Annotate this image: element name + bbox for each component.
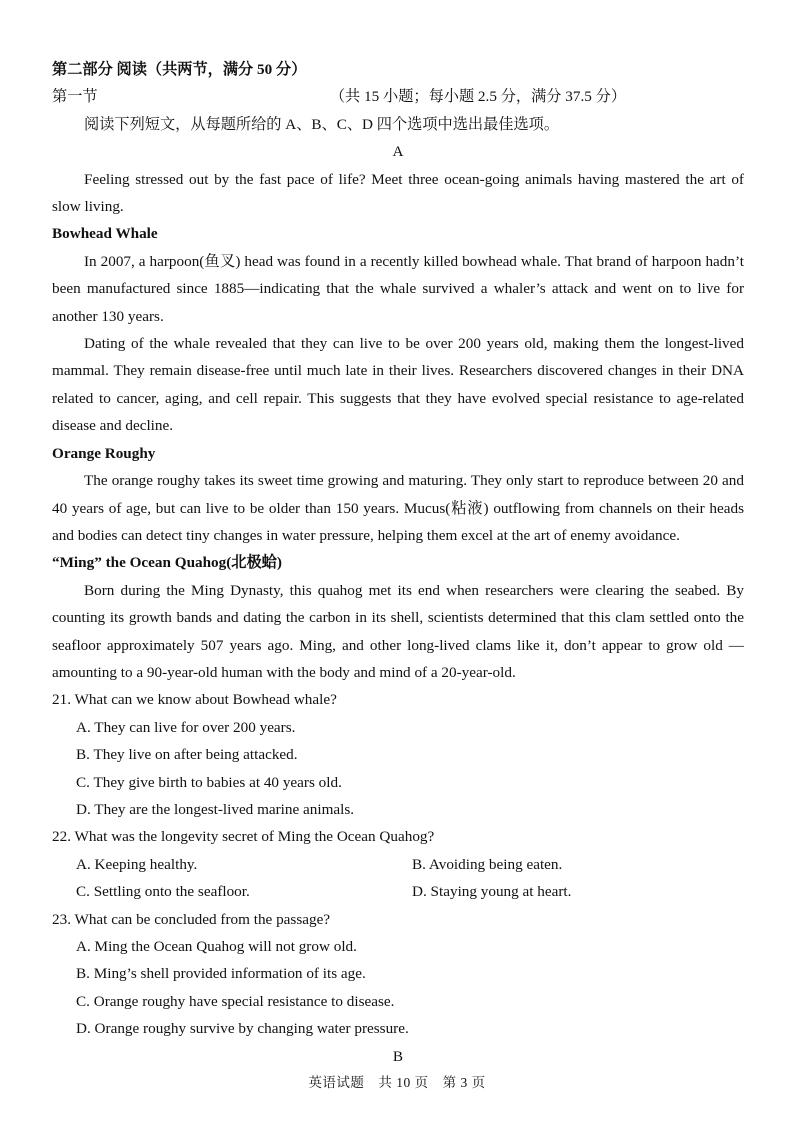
paragraph-bowhead-1: In 2007, a harpoon(鱼叉) head was found in a recently killed bowhead whale. That brand of harpoon hadn’t been manufactured since 1885—indicating that the whale survived a whaler’s attack and went on to live for another 130 years. [52, 252, 744, 325]
question-23-option-b: B. Ming’s shell provided information of its age. [76, 965, 366, 983]
exam-page [52, 56, 744, 1070]
passage-intro: Feeling stressed out by the fast pace of life? Meet three ocean-going animals having mastered the art of slow living. [52, 170, 744, 216]
question-22-option-a: A. Keeping healthy. [76, 855, 198, 873]
paragraph-bowhead-2: Dating of the whale revealed that they can live to be over 200 years old, making them the longest-lived mammal. They remain disease-free until much late in their lives. Researchers discovered changes in their DNA related to cancer, aging, and cell repair. This suggests that they have evolved special resistance to age-related disease and decline. [52, 335, 744, 435]
question-22-option-d: D. Staying young at heart. [412, 883, 572, 901]
question-21-option-d: D. They are the longest-lived marine animals. [76, 800, 355, 818]
question-23-option-d: D. Orange roughy survive by changing water pressure. [76, 1020, 409, 1038]
section-heading-bowhead: Bowhead Whale [52, 225, 158, 243]
section-heading-roughy: Orange Roughy [52, 444, 156, 462]
question-23-option-a: A. Ming the Ocean Quahog will not grow old. [76, 938, 357, 955]
page-footer: 英语试题 共 10 页 第 3 页 [308, 1075, 486, 1090]
question-21-option-a: A. They can live for over 200 years. [76, 718, 296, 736]
question-21-stem: 21. What can we know about Bowhead whale? [52, 691, 337, 709]
question-22-option-b: B. Avoiding being eaten. [412, 855, 563, 873]
passage-a-letter: A [392, 143, 404, 161]
instruction: 阅读下列短文，从每题所给的 A、B、C、D 四个选项中选出最佳选项。 [84, 115, 560, 133]
question-22-stem: 22. What was the longevity secret of Ming the Ocean Quahog? [52, 828, 435, 846]
passage-b-letter: B [392, 1047, 404, 1065]
section-heading-quahog: “Ming” the Ocean Quahog(北极蛤) [52, 554, 282, 572]
question-21-option-b: B. They live on after being attacked. [76, 746, 298, 764]
question-22-options-row-1 [52, 851, 744, 878]
paragraph-roughy-1: The orange roughy takes its sweet time growing and maturing. They only start to reproduce between 20 and 40 years of age, but can live to be older than 150 years. Mucus(粘液) outflowing from channels on their heads and bodies can detect tiny changes in water pressure, helping them excel at the art of enemy avoidance. [52, 472, 744, 544]
part-title: 第二部分 阅读（共两节，满分 50 分） [52, 61, 307, 78]
section-meta: （共 15 小题；每小题 2.5 分，满分 37.5 分） [329, 88, 626, 106]
paragraph-quahog-1: Born during the Ming Dynasty, this quahog met its end when researchers were clearing the seabed. By counting its growth bands and dating the carbon in its shell, scientists determined that this clam settled onto the seafloor approximately 507 years ago. Ming, and other long-lived clams like it, don’t appear to grow old —amounting to a 90-year-old human with the body and mind of a 20-year-old. [52, 581, 744, 681]
section-label: 第一节 [52, 88, 98, 106]
question-22-option-c: C. Settling onto the seafloor. [76, 883, 250, 901]
section-header [52, 83, 744, 110]
question-23-option-c: C. Orange roughy have special resistance to disease. [76, 992, 395, 1010]
question-22-options-row-2 [52, 878, 744, 905]
question-21-option-c: C. They give birth to babies at 40 years old. [76, 773, 342, 791]
question-23-stem: 23. What can be concluded from the passage? [52, 910, 331, 928]
